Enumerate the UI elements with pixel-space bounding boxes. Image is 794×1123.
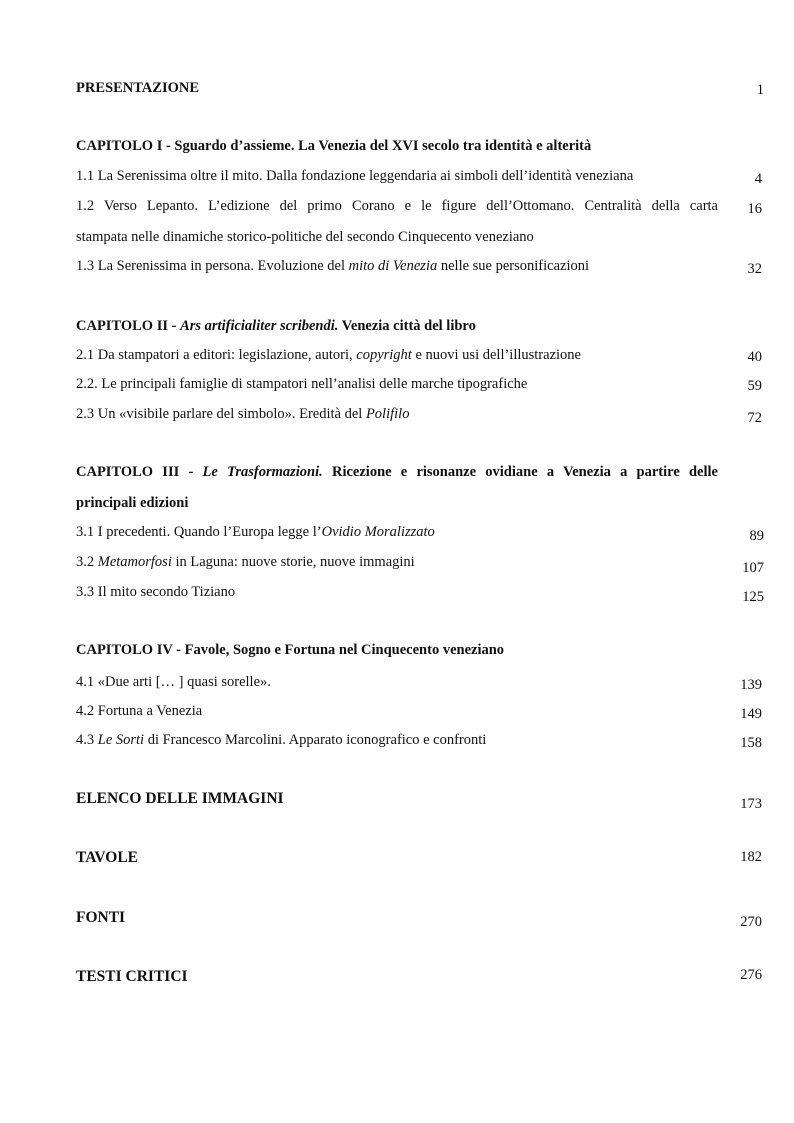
entry-italic: mito di Venezia xyxy=(348,258,438,274)
toc-entry-2-3 xyxy=(76,405,409,423)
page-number: 1 xyxy=(756,82,764,98)
entry-text: di Francesco Marcolini. Apparato iconografico e confronti xyxy=(144,732,487,748)
heading-italic: Le Trasformazioni. xyxy=(202,464,323,480)
page-number: 139 xyxy=(740,677,762,693)
toc-entry-testi-critici: TESTI CRITICI xyxy=(76,968,188,985)
toc-entry-1-1: 1.1 La Serenissima oltre il mito. Dalla fondazione leggendaria ai simboli dell’identità veneziana xyxy=(76,168,634,184)
toc-entry-3-3: 3.3 Il mito secondo Tiziano xyxy=(76,584,236,600)
page-number: 107 xyxy=(742,560,764,576)
entry-text: 2.3 Un «visibile parlare del simbolo». Eredità del xyxy=(76,406,366,422)
page-number: 4 xyxy=(754,171,762,187)
toc-entry-presentazione: PRESENTAZIONE xyxy=(76,80,200,96)
entry-text: 3.1 I precedenti. Quando l’Europa legge l’ xyxy=(76,524,322,540)
chapter-4-heading: CAPITOLO IV - Favole, Sogno e Fortuna nel Cinquecento veneziano xyxy=(76,642,505,658)
entry-text: e nuovi usi dell’illustrazione xyxy=(411,347,581,363)
toc-entry-fonti: FONTI xyxy=(76,909,126,926)
toc-entry-3-2 xyxy=(76,553,415,571)
toc-entry-1-3 xyxy=(76,257,589,275)
page-number: 276 xyxy=(740,967,762,983)
entry-italic: Le Sorti xyxy=(97,732,145,748)
entry-italic: copyright xyxy=(356,347,412,363)
page-number: 182 xyxy=(740,849,762,865)
entry-italic: Ovidio Moralizzato xyxy=(321,524,435,540)
toc-entry-4-3 xyxy=(76,731,486,749)
toc-entry-elenco-immagini: ELENCO DELLE IMMAGINI xyxy=(76,790,284,807)
toc-entry-4-2: 4.2 Fortuna a Venezia xyxy=(76,703,203,719)
heading-text: Ricezione e risonanze ovidiane a Venezia a partire delle xyxy=(322,464,718,480)
page-number: 32 xyxy=(747,261,762,277)
chapter-3-heading xyxy=(76,463,718,481)
heading-text: CAPITOLO II - xyxy=(76,318,181,334)
chapter-2-heading xyxy=(76,317,476,335)
heading-italic: Ars artificialiter scribendi. xyxy=(180,318,339,334)
toc-entry-2-2: 2.2. Le principali famiglie di stampatori nell’analisi delle marche tipografiche xyxy=(76,376,528,392)
page-number: 173 xyxy=(740,796,762,812)
page-number: 40 xyxy=(747,349,762,365)
toc-entry-tavole: TAVOLE xyxy=(76,849,138,866)
heading-text: Venezia città del libro xyxy=(338,318,476,334)
toc-entry-1-2-continued: stampata nelle dinamiche storico-politiche del secondo Cinquecento veneziano xyxy=(76,229,534,245)
page-number: 149 xyxy=(740,706,762,722)
page-number: 158 xyxy=(740,735,762,751)
toc-entry-3-1 xyxy=(76,523,435,541)
page-number: 16 xyxy=(747,201,762,217)
entry-text: 1.3 La Serenissima in persona. Evoluzione del xyxy=(76,258,349,274)
page-number: 125 xyxy=(742,589,764,605)
page-number: 59 xyxy=(747,378,762,394)
entry-text: in Laguna: nuove storie, nuove immagini xyxy=(171,554,415,570)
entry-text: 4.3 xyxy=(76,732,98,748)
entry-italic: Polifilo xyxy=(365,406,410,422)
page-number: 270 xyxy=(740,914,762,930)
entry-text: 3.2 xyxy=(76,554,98,570)
entry-text: nelle sue personificazioni xyxy=(437,258,590,274)
entry-text: 2.1 Da stampatori a editori: legislazione, autori, xyxy=(76,347,357,363)
toc-entry-1-2: 1.2 Verso Lepanto. L’edizione del primo Corano e le figure dell’Ottomano. Centralità della carta xyxy=(76,198,718,214)
page-number: 89 xyxy=(749,528,764,544)
toc-entry-2-1 xyxy=(76,346,581,364)
page-number: 72 xyxy=(747,410,762,426)
heading-text: CAPITOLO III - xyxy=(76,464,203,480)
chapter-3-heading-continued: principali edizioni xyxy=(76,495,189,511)
chapter-1-heading: CAPITOLO I - Sguardo d’assieme. La Venezia del XVI secolo tra identità e alterità xyxy=(76,138,592,154)
entry-italic: Metamorfosi xyxy=(97,554,172,570)
toc-entry-4-1: 4.1 «Due arti [… ] quasi sorelle». xyxy=(76,674,271,690)
